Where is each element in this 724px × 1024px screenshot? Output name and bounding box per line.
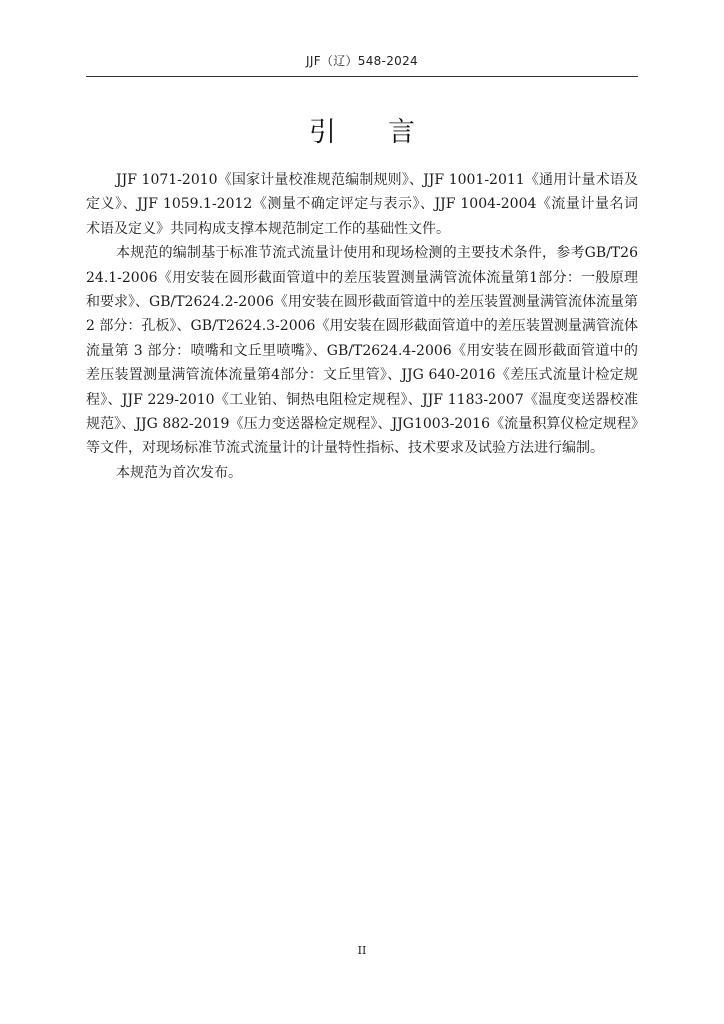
running-header-code: JJF（辽）548-2024 — [306, 54, 418, 68]
paragraph-first-release: 本规范为首次发布。 — [116, 464, 242, 481]
paragraph-compilation-references: 本规范的编制基于标准节流式流量计使用和现场检测的主要技术条件，参考GB/T2624.1-2006《用安装在圆形截面管道中的差压装置测量满管流体流量第1部分：一般原理和要求》、GB/T2624.2-2006《用安装在圆形截面管道中的差压装置测量满管流体流量第 2 部分：孔板》、GB/T2624.3-2006《用安装在圆形截面管道中的差压装置测量满管流体流量第 3 部分：喷嘴和文丘里喷嘴》、GB/T2624.4-2006《用安装在圆形截面管道中的差压装置测量满管流体流量第4部分：文丘里管》、JJG 640-2016《差压式流量计检定规程》、JJF 229-2010《工业铂、铜热电阻检定规程》、JJF 1183-2007《温度变送器校准规范》、JJG 882-2019《压力变送器检定规程》、JJG1003-2016《流量积算仪检定规程》等文件，对现场标准节流式流量计的计量特性指标、技术要求及试验方法进行编制。 — [86, 245, 638, 457]
section-title: 引言 — [309, 117, 467, 148]
document-body — [86, 168, 638, 485]
paragraph-basis-documents: JJF 1071-2010《国家计量校准规范编制规则》、JJF 1001-2011《通用计量术语及定义》、JJF 1059.1-2012《测量不确定评定与表示》、JJF 1004-2004《流量计量名词术语及定义》共同构成支撑本规范制定工作的基础性文件。 — [86, 172, 638, 237]
page-number: II — [357, 944, 367, 957]
header-divider — [86, 76, 638, 77]
